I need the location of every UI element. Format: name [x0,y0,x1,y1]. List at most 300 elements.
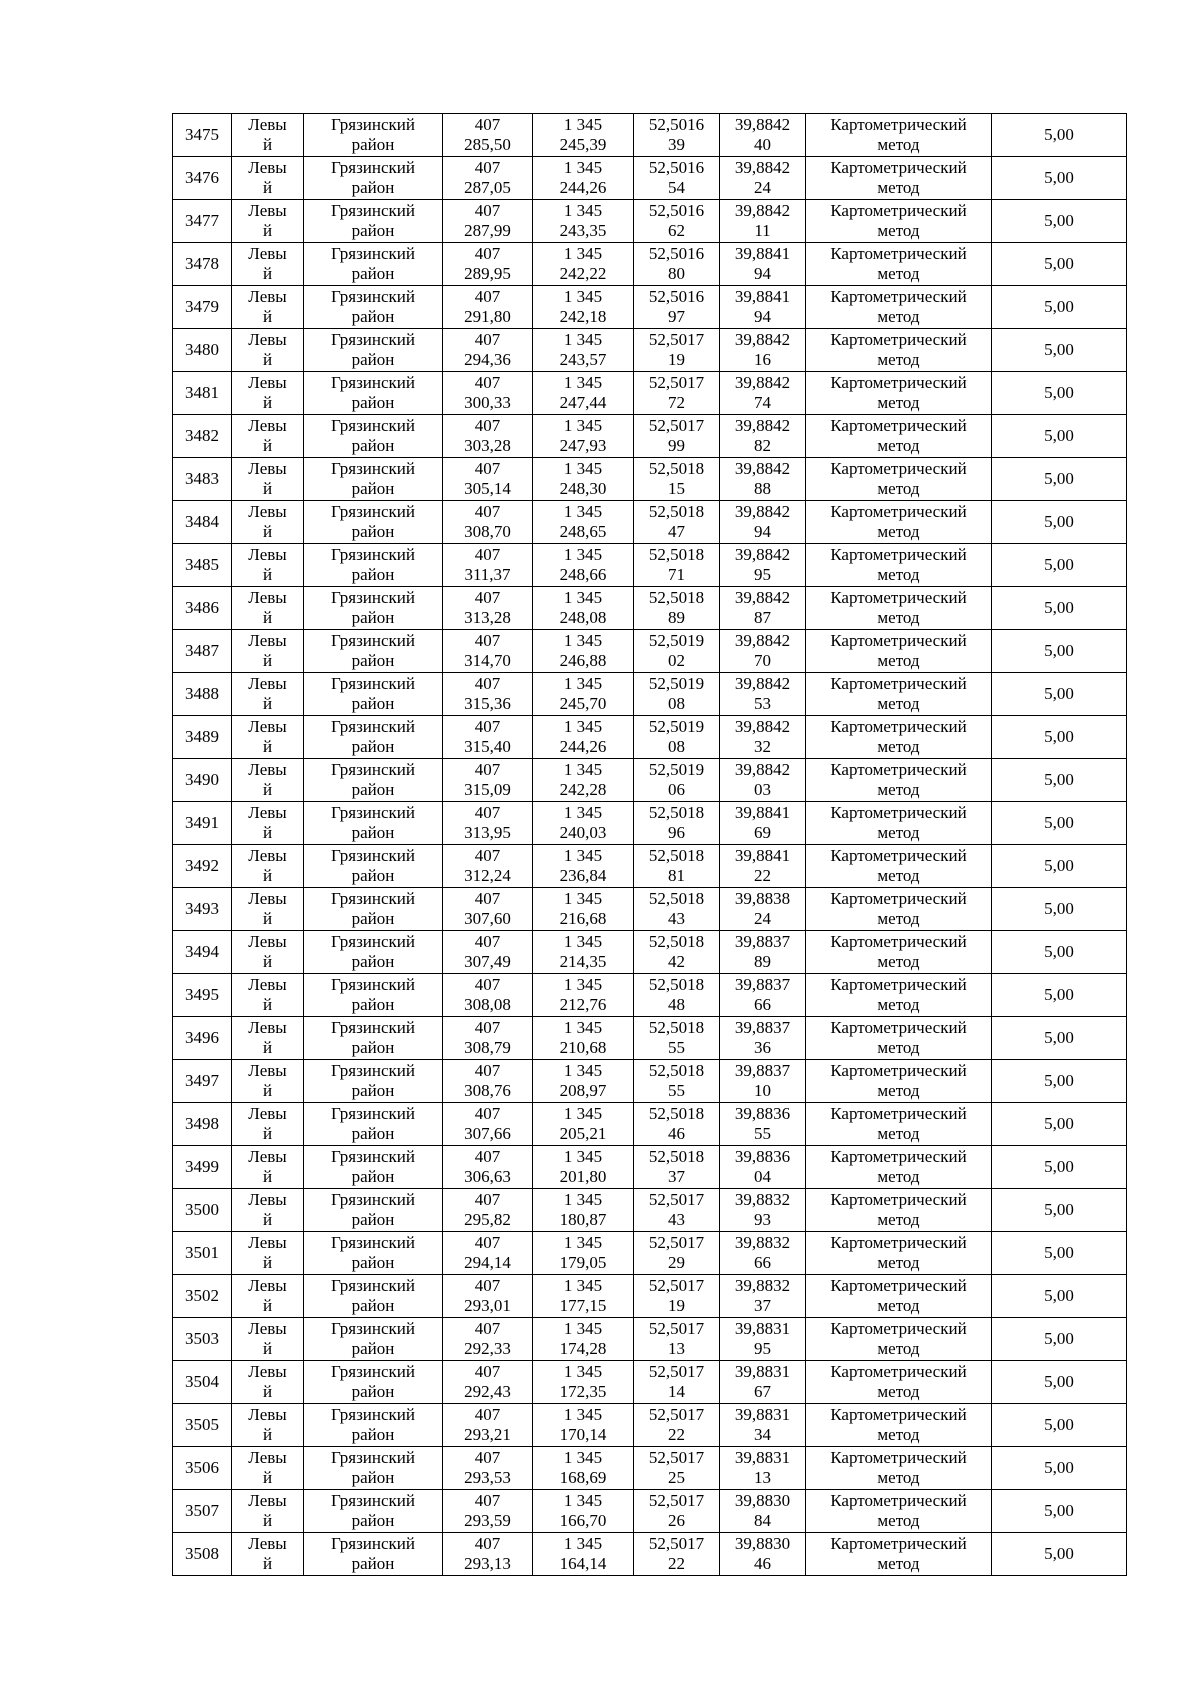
cell-line-2: 166,70 [559,1511,607,1530]
cell-line-2: й [262,995,273,1014]
cell-line-2: й [262,479,273,498]
y-coordinate-cell [533,1189,634,1232]
cell-line-2: район [351,1253,395,1272]
method-cell [806,1318,992,1361]
cell-line-1: Картометрический [830,1018,967,1037]
district-cell [304,415,443,458]
cell-line-2: 214,35 [559,952,607,971]
cell-line-2: 48 [668,995,685,1014]
district-cell [304,1318,443,1361]
cell-line-1: 1 345 [563,201,603,220]
cell-line-2: 177,15 [559,1296,607,1315]
x-coordinate-cell [443,415,533,458]
cell-line-1: 407 [474,1448,501,1467]
accuracy-cell: 5,00 [992,200,1127,243]
cell-line-2: 287,99 [464,221,511,240]
x-coordinate-cell [443,802,533,845]
cell-line-2: 293,21 [464,1425,511,1444]
cell-line-2: 53 [754,694,771,713]
cell-line-2: 24 [754,909,771,928]
cell-line-1: Картометрический [830,975,967,994]
point-number-cell: 3487 [173,630,232,673]
method-cell [806,1060,992,1103]
longitude-cell [720,415,806,458]
cell-line-1: 39,8842 [734,760,791,779]
cell-line-2: й [262,952,273,971]
cell-line-1: 39,8831 [734,1319,791,1338]
cell-line-2: 313,28 [464,608,511,627]
cell-line-1: Левы [248,846,287,865]
district-cell [304,1361,443,1404]
cell-line-1: 407 [474,760,501,779]
cell-line-1: 52,5018 [648,932,705,951]
latitude-cell [634,1017,720,1060]
x-coordinate-cell [443,1490,533,1533]
table-row [173,1447,1127,1490]
cell-line-1: Левы [248,803,287,822]
cell-line-1: 1 345 [563,373,603,392]
x-coordinate-cell [443,630,533,673]
cell-line-1: 407 [474,889,501,908]
latitude-cell [634,673,720,716]
cell-line-1: 407 [474,1319,501,1338]
cell-line-1: Левы [248,889,287,908]
cell-line-1: 407 [474,1104,501,1123]
cell-line-1: Картометрический [830,717,967,736]
y-coordinate-cell [533,286,634,329]
x-coordinate-cell [443,157,533,200]
latitude-cell [634,243,720,286]
method-cell [806,1490,992,1533]
cell-line-2: й [262,1511,273,1530]
cell-line-2: 80 [668,264,685,283]
cell-line-1: 39,8831 [734,1362,791,1381]
table-row [173,1318,1127,1361]
point-number-cell: 3498 [173,1103,232,1146]
cell-line-1: 52,5017 [648,330,705,349]
longitude-cell [720,1404,806,1447]
cell-line-1: Картометрический [830,1190,967,1209]
cell-line-1: 407 [474,717,501,736]
cell-line-2: 180,87 [559,1210,607,1229]
cell-line-2: 172,35 [559,1382,607,1401]
cell-line-1: 52,5018 [648,1147,705,1166]
cell-line-2: й [262,1468,273,1487]
cell-line-2: 205,21 [559,1124,607,1143]
cell-line-1: Левы [248,760,287,779]
accuracy-cell: 5,00 [992,1447,1127,1490]
cell-line-2: й [262,1167,273,1186]
cell-line-2: 19 [668,1296,685,1315]
cell-line-1: 52,5017 [648,373,705,392]
accuracy-cell: 5,00 [992,1361,1127,1404]
cell-line-2: район [351,1167,395,1186]
latitude-cell [634,1146,720,1189]
cell-line-2: 26 [668,1511,685,1530]
cell-line-2: 55 [668,1081,685,1100]
cell-line-2: 314,70 [464,651,511,670]
table-row [173,802,1127,845]
cell-line-1: Картометрический [830,373,967,392]
cell-line-2: 24 [754,178,771,197]
side-cell [232,888,304,931]
side-cell [232,630,304,673]
point-number-cell: 3491 [173,802,232,845]
cell-line-1: Грязинский [331,1448,415,1467]
cell-line-2: метод [877,350,920,369]
cell-line-2: 293,53 [464,1468,511,1487]
cell-line-2: район [351,479,395,498]
cell-line-2: й [262,393,273,412]
longitude-cell [720,1232,806,1275]
cell-line-2: 88 [754,479,771,498]
accuracy-cell: 5,00 [992,243,1127,286]
cell-line-2: 32 [754,737,771,756]
longitude-cell [720,1146,806,1189]
method-cell [806,544,992,587]
latitude-cell [634,1447,720,1490]
cell-line-1: Картометрический [830,1405,967,1424]
y-coordinate-cell [533,1103,634,1146]
cell-line-1: Левы [248,932,287,951]
longitude-cell [720,587,806,630]
cell-line-2: 300,33 [464,393,511,412]
cell-line-1: 52,5016 [648,115,705,134]
cell-line-1: Левы [248,1147,287,1166]
cell-line-1: 1 345 [563,846,603,865]
cell-line-1: 39,8842 [734,459,791,478]
district-cell [304,544,443,587]
method-cell [806,587,992,630]
point-number-cell: 3482 [173,415,232,458]
cell-line-1: Грязинский [331,1534,415,1553]
table-row [173,157,1127,200]
cell-line-1: Грязинский [331,244,415,263]
side-cell [232,673,304,716]
method-cell [806,1189,992,1232]
district-cell [304,1447,443,1490]
cell-line-2: 19 [668,350,685,369]
cell-line-1: Грязинский [331,588,415,607]
x-coordinate-cell [443,888,533,931]
point-number-cell: 3501 [173,1232,232,1275]
accuracy-cell: 5,00 [992,372,1127,415]
side-cell [232,329,304,372]
district-cell [304,630,443,673]
longitude-cell [720,1490,806,1533]
cell-line-1: 39,8842 [734,201,791,220]
x-coordinate-cell [443,501,533,544]
district-cell [304,1404,443,1447]
cell-line-1: 407 [474,1190,501,1209]
cell-line-1: Картометрический [830,502,967,521]
district-cell [304,200,443,243]
cell-line-1: 39,8842 [734,330,791,349]
district-cell [304,1060,443,1103]
cell-line-2: метод [877,694,920,713]
cell-line-2: 29 [668,1253,685,1272]
table-row [173,888,1127,931]
cell-line-1: Картометрический [830,459,967,478]
cell-line-1: 1 345 [563,803,603,822]
cell-line-2: метод [877,1511,920,1530]
cell-line-1: 407 [474,115,501,134]
cell-line-1: 407 [474,631,501,650]
cell-line-2: й [262,866,273,885]
side-cell [232,1232,304,1275]
x-coordinate-cell [443,372,533,415]
side-cell [232,1361,304,1404]
cell-line-1: Картометрический [830,803,967,822]
cell-line-1: Грязинский [331,975,415,994]
side-cell [232,716,304,759]
cell-line-2: 291,80 [464,307,511,326]
longitude-cell [720,1447,806,1490]
cell-line-1: 407 [474,588,501,607]
y-coordinate-cell [533,1490,634,1533]
cell-line-2: 42 [668,952,685,971]
cell-line-1: 39,8841 [734,244,791,263]
x-coordinate-cell [443,1533,533,1576]
cell-line-1: Левы [248,244,287,263]
cell-line-1: 52,5017 [648,1491,705,1510]
table-row [173,286,1127,329]
cell-line-1: 407 [474,373,501,392]
district-cell [304,1533,443,1576]
cell-line-2: 244,26 [559,178,607,197]
side-cell [232,243,304,286]
cell-line-2: 201,80 [559,1167,607,1186]
point-number-cell: 3492 [173,845,232,888]
cell-line-1: 52,5017 [648,1190,705,1209]
y-coordinate-cell [533,1060,634,1103]
method-cell [806,286,992,329]
cell-line-1: 52,5017 [648,416,705,435]
method-cell [806,415,992,458]
cell-line-2: метод [877,135,920,154]
cell-line-2: 22 [754,866,771,885]
latitude-cell [634,1275,720,1318]
y-coordinate-cell [533,759,634,802]
x-coordinate-cell [443,1060,533,1103]
cell-line-1: 52,5017 [648,1319,705,1338]
accuracy-cell: 5,00 [992,630,1127,673]
accuracy-cell: 5,00 [992,587,1127,630]
cell-line-1: Левы [248,588,287,607]
cell-line-1: Грязинский [331,889,415,908]
y-coordinate-cell [533,329,634,372]
cell-line-2: 94 [754,307,771,326]
cell-line-2: 25 [668,1468,685,1487]
cell-line-2: й [262,823,273,842]
cell-line-1: 407 [474,1147,501,1166]
cell-line-1: Левы [248,1061,287,1080]
cell-line-1: 1 345 [563,631,603,650]
cell-line-2: 95 [754,1339,771,1358]
side-cell [232,458,304,501]
cell-line-2: й [262,350,273,369]
cell-line-2: й [262,1382,273,1401]
cell-line-2: й [262,1296,273,1315]
cell-line-1: Левы [248,545,287,564]
cell-line-2: й [262,1554,273,1573]
cell-line-1: Левы [248,1276,287,1295]
cell-line-2: метод [877,1167,920,1186]
cell-line-1: Грязинский [331,1491,415,1510]
side-cell [232,1404,304,1447]
point-number-cell: 3481 [173,372,232,415]
cell-line-2: район [351,651,395,670]
cell-line-2: й [262,1038,273,1057]
cell-line-2: 95 [754,565,771,584]
cell-line-1: 39,8832 [734,1233,791,1252]
table-body [173,114,1127,1576]
latitude-cell [634,501,720,544]
cell-line-1: Грязинский [331,115,415,134]
cell-line-2: район [351,221,395,240]
x-coordinate-cell [443,1232,533,1275]
cell-line-1: 1 345 [563,932,603,951]
cell-line-2: район [351,1554,395,1573]
cell-line-2: 74 [754,393,771,412]
table-row [173,1103,1127,1146]
cell-line-2: 294,36 [464,350,511,369]
cell-line-1: 407 [474,287,501,306]
cell-line-2: 295,82 [464,1210,511,1229]
cell-line-2: 307,60 [464,909,511,928]
cell-line-1: Грязинский [331,846,415,865]
side-cell [232,1189,304,1232]
cell-line-2: 248,66 [559,565,607,584]
point-number-cell: 3496 [173,1017,232,1060]
point-number-cell: 3488 [173,673,232,716]
cell-line-2: й [262,1210,273,1229]
cell-line-2: метод [877,909,920,928]
cell-line-1: 1 345 [563,502,603,521]
accuracy-cell: 5,00 [992,415,1127,458]
district-cell [304,458,443,501]
cell-line-1: Картометрический [830,1491,967,1510]
cell-line-2: район [351,1382,395,1401]
y-coordinate-cell [533,673,634,716]
cell-line-2: 13 [754,1468,771,1487]
cell-line-2: метод [877,737,920,756]
cell-line-2: 47 [668,522,685,541]
cell-line-1: 407 [474,416,501,435]
cell-line-1: Грязинский [331,1018,415,1037]
side-cell [232,1275,304,1318]
longitude-cell [720,157,806,200]
cell-line-2: 179,05 [559,1253,607,1272]
cell-line-2: 164,14 [559,1554,607,1573]
cell-line-1: 1 345 [563,975,603,994]
longitude-cell [720,114,806,157]
cell-line-1: 1 345 [563,459,603,478]
latitude-cell [634,415,720,458]
cell-line-1: Грязинский [331,201,415,220]
cell-line-2: 247,44 [559,393,607,412]
district-cell [304,1017,443,1060]
cell-line-2: 46 [668,1124,685,1143]
y-coordinate-cell [533,845,634,888]
cell-line-2: 37 [668,1167,685,1186]
cell-line-1: 407 [474,244,501,263]
cell-line-1: 407 [474,1405,501,1424]
cell-line-1: 52,5018 [648,588,705,607]
cell-line-1: 52,5018 [648,889,705,908]
accuracy-cell: 5,00 [992,1060,1127,1103]
point-number-cell: 3500 [173,1189,232,1232]
longitude-cell [720,1017,806,1060]
cell-line-1: Грязинский [331,760,415,779]
longitude-cell [720,1533,806,1576]
accuracy-cell: 5,00 [992,501,1127,544]
table-row [173,458,1127,501]
table-row [173,415,1127,458]
y-coordinate-cell [533,157,634,200]
cell-line-2: й [262,264,273,283]
cell-line-2: й [262,694,273,713]
district-cell [304,157,443,200]
y-coordinate-cell [533,114,634,157]
y-coordinate-cell [533,544,634,587]
cell-line-2: 285,50 [464,135,511,154]
district-cell [304,501,443,544]
x-coordinate-cell [443,1318,533,1361]
side-cell [232,1103,304,1146]
cell-line-1: 1 345 [563,1276,603,1295]
y-coordinate-cell [533,802,634,845]
cell-line-1: 407 [474,1534,501,1553]
cell-line-1: Грязинский [331,1405,415,1424]
cell-line-1: Левы [248,287,287,306]
cell-line-2: 306,63 [464,1167,511,1186]
y-coordinate-cell [533,1275,634,1318]
district-cell [304,1146,443,1189]
point-number-cell: 3485 [173,544,232,587]
cell-line-2: район [351,522,395,541]
longitude-cell [720,630,806,673]
x-coordinate-cell [443,1146,533,1189]
point-number-cell: 3489 [173,716,232,759]
cell-line-1: 52,5018 [648,975,705,994]
latitude-cell [634,372,720,415]
cell-line-2: 13 [668,1339,685,1358]
cell-line-1: 52,5018 [648,1104,705,1123]
district-cell [304,372,443,415]
cell-line-2: й [262,221,273,240]
side-cell [232,1447,304,1490]
cell-line-1: Левы [248,975,287,994]
x-coordinate-cell [443,931,533,974]
cell-line-2: метод [877,1038,920,1057]
cell-line-2: й [262,1253,273,1272]
cell-line-2: район [351,178,395,197]
cell-line-2: 87 [754,608,771,627]
cell-line-1: 52,5016 [648,158,705,177]
table-row [173,1275,1127,1318]
x-coordinate-cell [443,1447,533,1490]
cell-line-2: 293,01 [464,1296,511,1315]
cell-line-1: 52,5019 [648,760,705,779]
latitude-cell [634,1103,720,1146]
longitude-cell [720,759,806,802]
point-number-cell: 3507 [173,1490,232,1533]
cell-line-1: 407 [474,1233,501,1252]
cell-line-2: 69 [754,823,771,842]
cell-line-2: метод [877,1081,920,1100]
table-row [173,630,1127,673]
